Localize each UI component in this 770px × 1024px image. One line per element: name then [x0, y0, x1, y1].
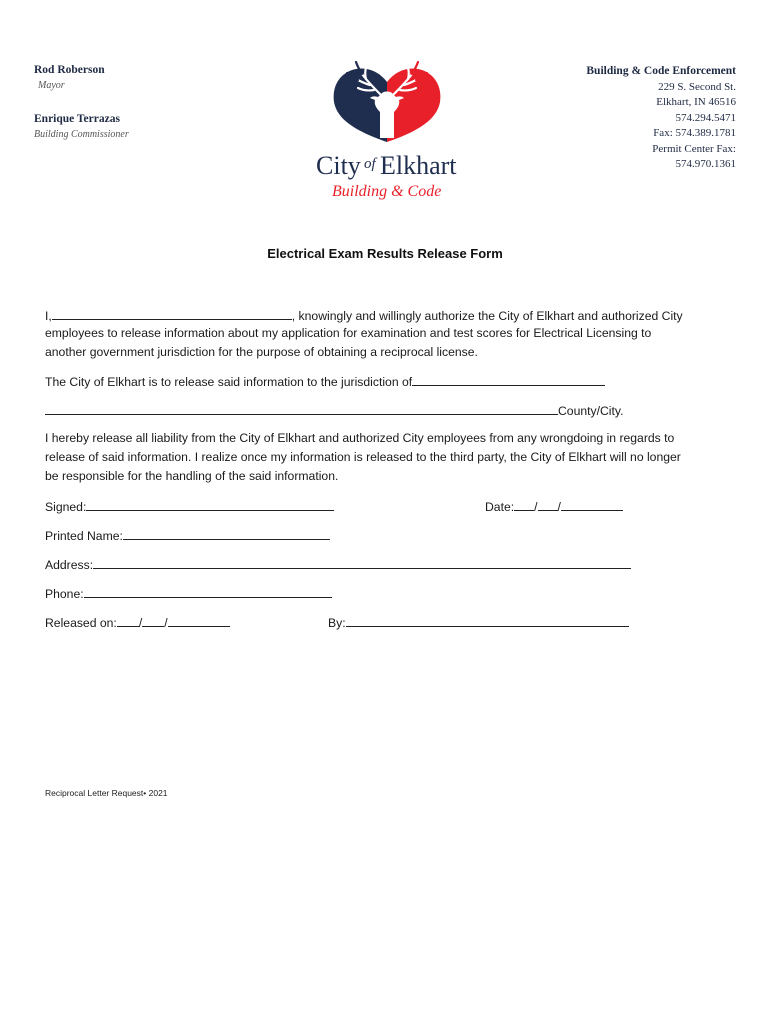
authorization-line3: another government jurisdiction for the purpose of obtaining a reciprocal license.: [45, 345, 478, 359]
footer-text: Reciprocal Letter Request• 2021: [45, 788, 168, 798]
jurisdiction-blank[interactable]: [412, 373, 605, 386]
signed-row: [45, 498, 334, 514]
liability-line3: be responsible for the handling of the said information.: [45, 469, 339, 483]
date-row: [485, 498, 623, 514]
county-city-label: County/City.: [558, 404, 624, 418]
released-slash-1: /: [138, 616, 143, 630]
contact-block: [586, 64, 736, 173]
printed-name-label: Printed Name:: [45, 529, 123, 543]
date-day-blank[interactable]: [538, 498, 558, 511]
phone-blank[interactable]: [84, 585, 332, 598]
fax-number: Fax: 574.389.1781: [653, 127, 736, 139]
liability-line2: release of said information. I realize once my information is released to the third party, the City of Elkhart will no longer: [45, 450, 681, 464]
released-on-row: [45, 614, 230, 630]
form-title: Electrical Exam Results Release Form: [267, 246, 503, 261]
printed-name-blank[interactable]: [123, 527, 330, 540]
phone-row: [45, 585, 332, 601]
mayor-title: Mayor: [38, 80, 65, 91]
heart-stag-icon: [312, 60, 462, 202]
mayor-name: Rod Roberson: [34, 64, 105, 76]
logo-elkhart-text: Elkhart: [380, 151, 457, 180]
released-day-blank[interactable]: [142, 614, 164, 627]
authorization-text1: , knowingly and willingly authorize the City of Elkhart and authorized City: [291, 309, 683, 323]
address-line1: 229 S. Second St.: [658, 80, 736, 93]
phone-label: Phone:: [45, 587, 84, 601]
logo-of-text: of: [364, 156, 376, 172]
released-on-label: Released on:: [45, 616, 117, 630]
county-city-line: [45, 402, 623, 418]
address-blank[interactable]: [93, 556, 631, 569]
county-city-blank[interactable]: [45, 402, 558, 415]
date-slash-1: /: [534, 500, 538, 514]
applicant-name-blank[interactable]: [52, 307, 292, 320]
released-slash-2: /: [164, 616, 168, 630]
by-row: [328, 614, 629, 630]
logo-city-text: City: [316, 151, 361, 180]
permit-fax-label: Permit Center Fax:: [652, 142, 736, 155]
city-logo: [312, 60, 462, 202]
printed-name-row: [45, 527, 330, 543]
jurisdiction-line: [45, 373, 605, 389]
logo-subtitle: Building & Code: [332, 183, 442, 200]
released-year-blank[interactable]: [168, 614, 230, 627]
permit-fax-number: 574.970.1361: [675, 158, 736, 170]
authorization-line2: employees to release information about my application for examination and test scores for Electrical Licensing to: [45, 326, 652, 340]
date-month-blank[interactable]: [514, 498, 534, 511]
address-line2: Elkhart, IN 46516: [656, 96, 736, 108]
phone-number: 574.294.5471: [675, 111, 736, 124]
date-slash-2: /: [557, 500, 561, 514]
i-prefix: I,: [45, 309, 52, 323]
date-label: Date:: [485, 500, 515, 514]
signature-blank[interactable]: [86, 498, 334, 511]
signed-label: Signed:: [45, 500, 87, 514]
commissioner-name: Enrique Terrazas: [34, 113, 120, 125]
jurisdiction-text: The City of Elkhart is to release said information to the jurisdiction of: [45, 375, 413, 389]
released-month-blank[interactable]: [117, 614, 139, 627]
dept-title: Building & Code Enforcement: [586, 65, 736, 77]
by-blank[interactable]: [346, 614, 629, 627]
liability-line1: I hereby release all liability from the City of Elkhart and authorized City employees from any wrongdoing in regards to: [45, 431, 675, 445]
commissioner-title: Building Commissioner: [34, 129, 129, 140]
address-row: [45, 556, 631, 572]
date-year-blank[interactable]: [561, 498, 623, 511]
authorization-line1: [45, 307, 683, 323]
address-label: Address:: [45, 558, 94, 572]
by-label: By:: [328, 616, 346, 630]
